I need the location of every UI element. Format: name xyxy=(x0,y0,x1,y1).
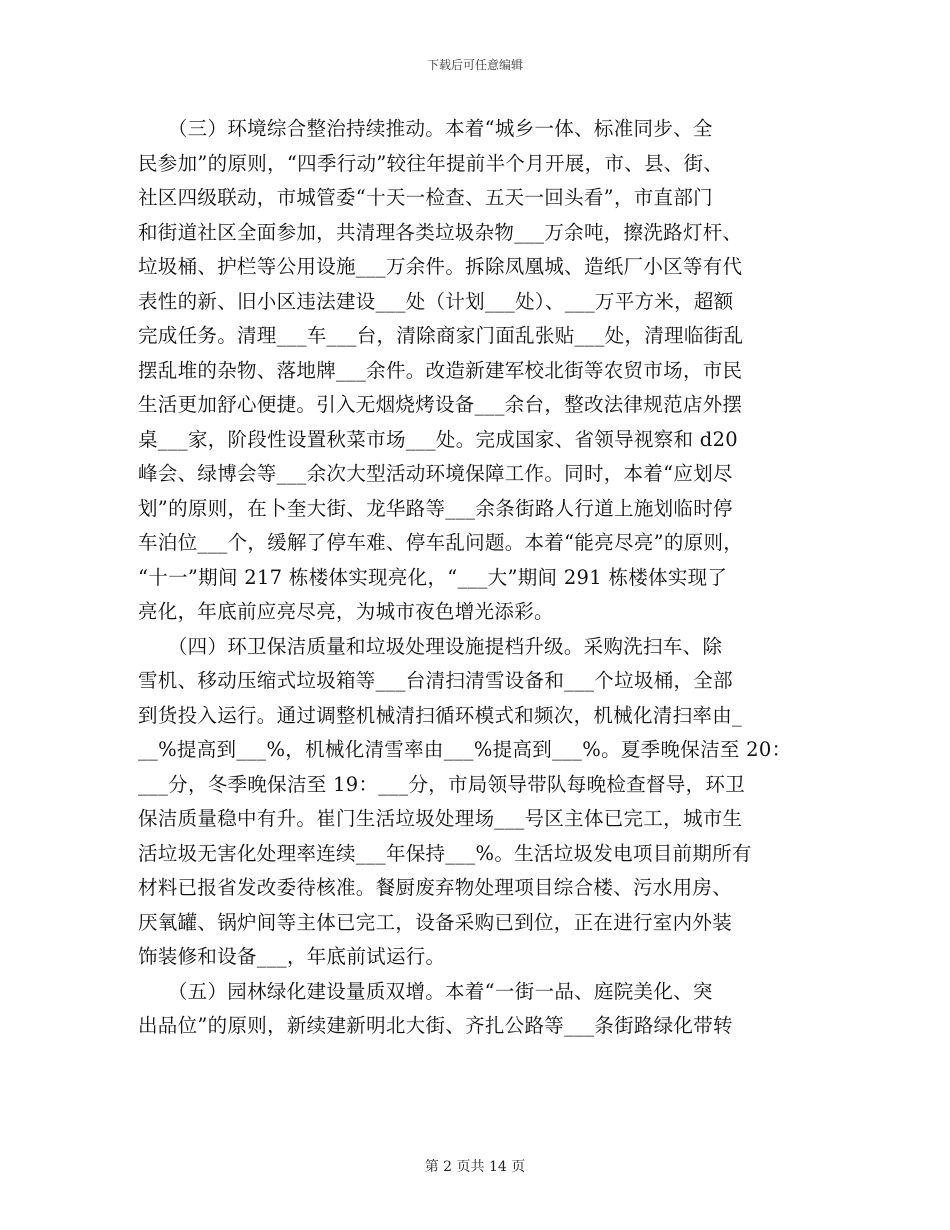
text-line: 雪机、移动压缩式垃圾箱等___台清扫清雪设备和___个垃圾桶，全部 xyxy=(138,669,733,692)
text-line: 垃圾桶、护栏等公用设施___万余件。拆除凤凰城、造纸厂小区等有代 xyxy=(138,255,743,278)
text-line: 划”的原则，在卜奎大街、龙华路等___余条街路人行道上施划临时停 xyxy=(138,496,733,520)
text-line: （四）环卫保洁质量和垃圾处理设施提档升级。采购洗扫车、除 xyxy=(138,634,723,658)
text-line: 表性的新、旧小区违法建设___处（计划___处）、___万平方米，超额 xyxy=(138,289,734,313)
text-line: 生活更加舒心便捷。引入无烟烧烤设备___余台，整改法律规范店外摆 xyxy=(138,393,743,416)
text-line: 亮化，年底前应亮尽亮，为城市夜色增光添彩。 xyxy=(138,600,554,623)
text-line: ___分，冬季晚保洁至 19：___分，市局领导带队每晚检查督导，环卫 xyxy=(138,772,746,796)
text-line: 车泊位___个，缓解了停车难、停车乱问题。本着“能亮尽亮”的原则， xyxy=(138,531,744,554)
text-line: （五）园林绿化建设量质双增。本着“一街一品、庭院美化、突 xyxy=(138,979,713,1003)
text-line: __%提高到___%，机械化清雪率由___%提高到___%。夏季晚保洁至 20： xyxy=(138,738,792,761)
page-header: 下载后可任意编辑 xyxy=(426,58,523,72)
page-footer: 第 2 页共 14 页 xyxy=(424,1159,526,1175)
text-line: （三）环境综合整治持续推动。本着“城乡一体、标准同步、全 xyxy=(138,117,713,140)
text-line: 保洁质量稳中有升。崔门生活垃圾处理场___号区主体已完工，城市生 xyxy=(138,807,743,830)
text-line: 活垃圾无害化处理率连续___年保持___%。生活垃圾发电项目前期所有 xyxy=(138,841,752,865)
text-line: 民参加”的原则，“四季行动”较往年提前半个月开展，市、县、街、 xyxy=(138,151,724,175)
text-line: 摆乱堆的杂物、落地牌___余件。改造新建军校北街等农贸市场，市民 xyxy=(138,358,743,382)
text-line: 桌___家，阶段性设置秋菜市场___处。完成国家、省领导视察和 d20 xyxy=(138,427,738,451)
text-line: 材料已报省发改委待核准。餐厨废弃物处理项目综合楼、污水用房、 xyxy=(138,876,733,899)
text-line: 峰会、绿博会等___余次大型活动环境保障工作。同时，本着“应划尽 xyxy=(138,462,733,485)
document-body xyxy=(138,112,814,1044)
text-line: 厌氧罐、锅炉间等主体已完工，设备采购已到位，正在进行室内外装 xyxy=(138,910,733,934)
text-line: 社区四级联动，市城管委“十天一检查、五天一回头看”，市直部门 xyxy=(138,186,713,209)
text-line: 完成任务。清理___车___台，清除商家门面乱张贴___处，清理临街乱 xyxy=(138,324,744,347)
text-line: 到货投入运行。通过调整机械清扫循环模式和频次，机械化清扫率由_ xyxy=(138,703,743,727)
text-line: “十一”期间 217 栋楼体实现亮化，“___大”期间 291 栋楼体实现了 xyxy=(138,565,728,589)
text-line: 和街道社区全面参加，共清理各类垃圾杂物___万余吨，擦洗路灯杆、 xyxy=(138,220,743,244)
text-line: 饰装修和设备___，年底前试运行。 xyxy=(138,945,446,968)
text-line: 出品位”的原则，新续建新明北大街、齐扎公路等___条街路绿化带转 xyxy=(138,1014,733,1037)
